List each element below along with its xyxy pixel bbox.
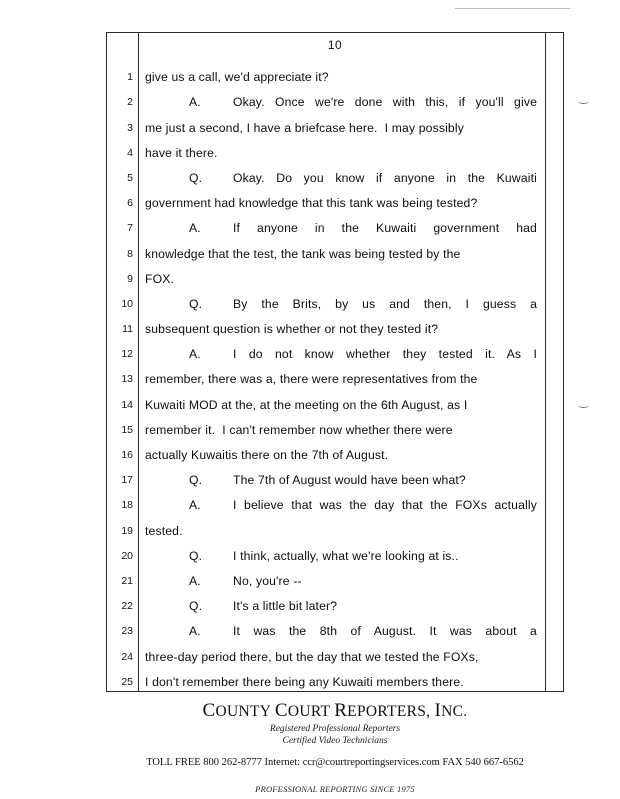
- line-number: 19: [121, 524, 133, 537]
- speaker-label: Q.: [189, 599, 203, 614]
- transcript-line: [107, 313, 563, 338]
- transcript-line: [107, 237, 563, 262]
- line-body-text: remember, there was a, there were representatives from the: [145, 372, 478, 387]
- line-body-text: actually Kuwaitis there on the 7th of August.: [145, 448, 389, 462]
- line-number: 13: [121, 373, 133, 386]
- line-number: 21: [121, 574, 133, 587]
- transcript-line: [107, 338, 563, 363]
- line-text: [145, 624, 537, 638]
- transcript-line: [107, 61, 563, 86]
- paragraph-indent: [145, 574, 189, 588]
- line-number: 20: [121, 549, 133, 562]
- speaker-label: Q.: [189, 473, 203, 488]
- line-body-text: I don't remember there being any Kuwaiti members there.: [145, 674, 464, 689]
- paragraph-indent: [145, 297, 189, 311]
- line-text: [145, 95, 537, 109]
- transcript-line: [107, 187, 563, 212]
- transcript-line: [107, 464, 563, 489]
- line-text: [145, 498, 537, 512]
- firm-tagline: PROFESSIONAL REPORTING SINCE 1975: [255, 783, 415, 794]
- line-text: [145, 272, 537, 286]
- line-number: 15: [121, 423, 133, 436]
- line-number: 4: [127, 146, 133, 159]
- transcript-line: [107, 489, 563, 514]
- transcript-line: [107, 640, 563, 665]
- transcript-line: [107, 363, 563, 388]
- line-body-text: I think, actually, what we're looking at is..: [233, 548, 459, 563]
- line-body-text: It's a little bit later?: [233, 599, 338, 614]
- line-number: 16: [121, 449, 133, 461]
- transcript-line: [107, 540, 563, 565]
- speaker-label: A.: [189, 221, 201, 236]
- line-text: [145, 121, 537, 135]
- transcript-line: [107, 439, 563, 464]
- paragraph-indent: [145, 473, 189, 487]
- line-body-text: knowledge that the test, the tank was being tested by the: [145, 246, 461, 261]
- line-number: 23: [121, 625, 133, 638]
- firm-subtitle: [106, 724, 564, 748]
- line-number: 7: [127, 222, 133, 235]
- scan-artifact-top-rule: [455, 8, 570, 9]
- line-text: [145, 171, 537, 185]
- scan-artifact-tick-lower: [578, 403, 589, 408]
- line-body-text: If anyone in the Kuwaiti government had: [233, 221, 537, 236]
- line-body-text: remember it. I can't remember now whether there were: [145, 422, 453, 437]
- transcript-line: [107, 86, 563, 111]
- line-body-text: government had knowledge that this tank was being tested?: [145, 196, 478, 211]
- line-body-text: Okay. Once we're done with this, if you'll give: [233, 95, 537, 110]
- line-body-text: The 7th of August would have been what?: [233, 473, 466, 488]
- line-number: 12: [121, 348, 133, 361]
- line-number: 9: [127, 272, 133, 285]
- speaker-label: Q.: [189, 548, 203, 563]
- line-body-text: me just a second, I have a briefcase here. I may possibly: [145, 120, 464, 135]
- speaker-label: A.: [189, 95, 201, 110]
- line-text: [145, 599, 537, 613]
- transcript-line: [107, 514, 563, 539]
- line-body-text: FOX.: [145, 271, 175, 286]
- transcript-line: [107, 212, 563, 237]
- line-body-text: No, you're --: [233, 573, 302, 588]
- line-number: 24: [121, 650, 133, 663]
- firm-contact: TOLL FREE 800 262-8777 Internet: ccr@courtreportingservices.com FAX 540 667-6562: [146, 756, 524, 768]
- transcript-line: [107, 263, 563, 288]
- line-number: 1: [127, 71, 133, 84]
- speaker-label: A.: [189, 498, 201, 513]
- line-text: [145, 146, 537, 160]
- line-number: 3: [127, 121, 133, 134]
- scan-artifact-tick-upper: [578, 99, 589, 104]
- transcript-line: [107, 615, 563, 640]
- line-text: [145, 574, 537, 588]
- line-text: [145, 423, 537, 437]
- speaker-label: A.: [189, 573, 201, 588]
- transcript-line: [107, 288, 563, 313]
- transcript-line: [107, 111, 563, 136]
- line-body-text: subsequent question is whether or not they tested it?: [145, 322, 439, 337]
- line-text: [145, 398, 537, 412]
- line-number: 6: [127, 197, 133, 210]
- firm-subtitle-line-1: Registered Professional Reporters: [269, 724, 401, 734]
- transcript-line: [107, 162, 563, 187]
- line-body-text: tested.: [145, 523, 183, 538]
- line-body-text: Kuwaiti MOD at the, at the meeting on the 6th August, as I: [145, 397, 468, 412]
- transcript-body: [107, 61, 563, 691]
- speaker-label: Q.: [189, 296, 203, 311]
- line-text: [145, 297, 537, 311]
- transcript-line: [107, 590, 563, 615]
- transcript-line: [107, 565, 563, 590]
- paragraph-indent: [145, 599, 189, 613]
- line-number: 11: [122, 323, 133, 336]
- line-text: [145, 247, 537, 261]
- speaker-label: A.: [189, 624, 201, 639]
- firm-name: COUNTY COURT REPORTERS, INC.: [202, 700, 468, 721]
- paragraph-indent: [145, 171, 189, 185]
- paragraph-indent: [145, 221, 189, 235]
- transcript-line: [107, 388, 563, 413]
- line-number: 14: [121, 398, 133, 411]
- firm-subtitle-line-2: Certified Video Technicians: [282, 735, 388, 746]
- line-text: [145, 650, 537, 664]
- line-number: 2: [127, 96, 133, 109]
- line-body-text: three-day period there, but the day that we tested the FOXs,: [145, 649, 479, 664]
- line-number: 8: [127, 247, 133, 260]
- line-body-text: have it there.: [145, 145, 218, 160]
- line-body-text: Okay. Do you know if anyone in the Kuwaiti: [233, 170, 537, 185]
- line-body-text: I do not know whether they tested it. As I: [233, 347, 537, 362]
- page-number: 10: [327, 38, 343, 52]
- line-text: [145, 473, 537, 487]
- line-text: [145, 347, 537, 361]
- paragraph-indent: [145, 549, 189, 563]
- paragraph-indent: [145, 347, 189, 361]
- line-number: 5: [127, 171, 133, 184]
- line-text: [145, 675, 537, 689]
- transcript-page-frame: [106, 32, 564, 692]
- page-footer: [106, 700, 564, 794]
- line-text: [145, 221, 537, 235]
- line-number: 18: [121, 499, 133, 512]
- transcript-line: [107, 666, 563, 691]
- line-number: 10: [121, 297, 133, 310]
- line-text: [145, 196, 537, 210]
- speaker-label: Q.: [189, 170, 203, 185]
- paragraph-indent: [145, 498, 189, 512]
- line-body-text: By the Brits, by us and then, I guess a: [233, 296, 537, 311]
- transcript-line: [107, 414, 563, 439]
- line-body-text: I believe that was the day that the FOXs actually: [233, 498, 537, 513]
- line-number: 25: [121, 675, 133, 688]
- line-number: 17: [121, 474, 133, 487]
- line-text: [145, 70, 537, 84]
- paragraph-indent: [145, 95, 189, 109]
- speaker-label: A.: [189, 347, 201, 362]
- paragraph-indent: [145, 624, 189, 638]
- line-text: [145, 322, 537, 336]
- line-body-text: give us a call, we'd appreciate it?: [145, 70, 329, 85]
- line-number: 22: [121, 600, 133, 613]
- transcript-line: [107, 137, 563, 162]
- line-text: [145, 372, 537, 386]
- line-text: [145, 524, 537, 538]
- line-text: [145, 448, 537, 462]
- line-body-text: It was the 8th of August. It was about a: [233, 624, 537, 639]
- line-text: [145, 549, 537, 563]
